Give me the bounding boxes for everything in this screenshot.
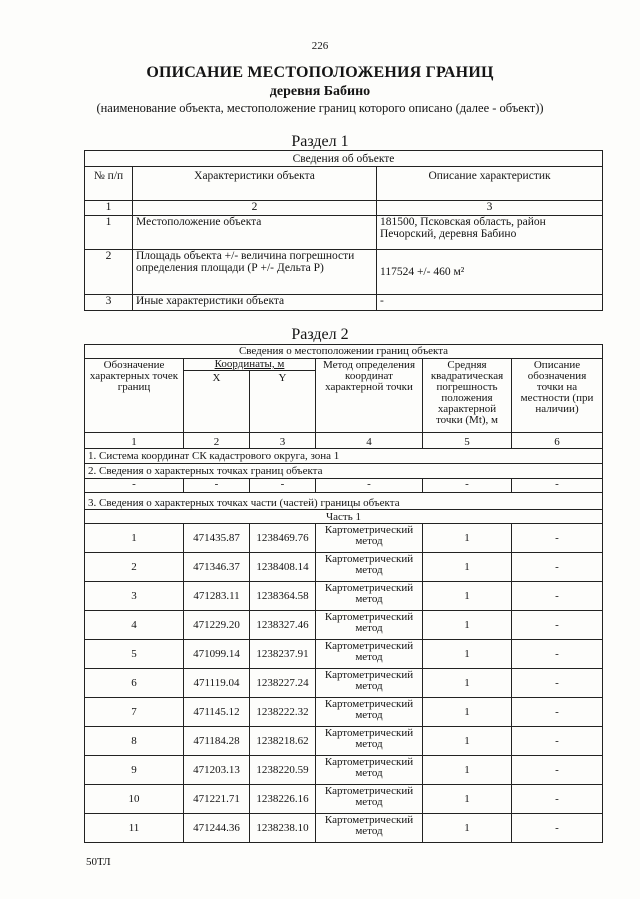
x-header: X [184,371,250,433]
object-points-caption: 2. Сведения о характерных точках границ объекта [85,464,603,479]
point-id: 9 [85,756,184,785]
coordinate-system: 1. Система координат СК кадастрового округа, зона 1 [85,449,603,464]
point-method: Картометрический метод [316,756,423,785]
designation-header: Обозначение характерных точек границ [85,359,184,433]
description-cell: - [377,295,603,311]
empty-cell: - [85,479,184,493]
point-mt: 1 [423,553,512,582]
table-row [85,785,603,814]
point-method: Картометрический метод [316,785,423,814]
point-x: 471244.36 [184,814,250,843]
point-method: Картометрический метод [316,640,423,669]
description-header: Описание характеристик [377,167,603,201]
point-id: 5 [85,640,184,669]
table-row [85,640,603,669]
point-x: 471145.12 [184,698,250,727]
point-y: 1238364.58 [250,582,316,611]
table-row [85,727,603,756]
row-number: 1 [85,216,133,250]
index-cell: 3 [250,433,316,449]
point-y: 1238327.46 [250,611,316,640]
point-y: 1238227.24 [250,669,316,698]
document-title: ОПИСАНИЕ МЕСТОПОЛОЖЕНИЯ ГРАНИЦ [146,64,494,81]
point-description: - [512,553,603,582]
page-number: 226 [311,40,329,52]
table-row [85,524,603,553]
table-row [85,814,603,843]
object-note: (наименование объекта, местоположение границ которого описано (далее - объект)) [96,101,544,115]
point-y: 1238218.62 [250,727,316,756]
point-y: 1238226.16 [250,785,316,814]
num-header: № п/п [85,167,133,201]
point-description: - [512,814,603,843]
point-mt: 1 [423,669,512,698]
index-cell: 2 [184,433,250,449]
section2-heading: Раздел 2 [291,326,349,343]
index-cell: 6 [512,433,603,449]
point-mt: 1 [423,524,512,553]
index-cell: 2 [133,201,377,216]
point-y: 1238237.91 [250,640,316,669]
index-cell: 1 [85,433,184,449]
characteristic-cell: Местоположение объекта [133,216,377,250]
point-y: 1238238.10 [250,814,316,843]
table-row [85,553,603,582]
point-id: 3 [85,582,184,611]
point-description: - [512,582,603,611]
point-mt: 1 [423,785,512,814]
point-method: Картометрический метод [316,611,423,640]
point-description: - [512,727,603,756]
point-method: Картометрический метод [316,814,423,843]
point-method: Картометрический метод [316,727,423,756]
point-id: 6 [85,669,184,698]
point-y: 1238220.59 [250,756,316,785]
point-x: 471099.14 [184,640,250,669]
point-x: 471221.71 [184,785,250,814]
point-y: 1238408.14 [250,553,316,582]
point-mt: 1 [423,727,512,756]
point-mt: 1 [423,611,512,640]
empty-cell: - [423,479,512,493]
table-row [85,582,603,611]
point-mt: 1 [423,756,512,785]
index-cell: 3 [377,201,603,216]
index-cell: 4 [316,433,423,449]
section1-heading: Раздел 1 [291,133,349,150]
boundary-caption: Сведения о местоположении границ объекта [85,345,603,359]
point-id: 11 [85,814,184,843]
point-id: 1 [85,524,184,553]
point-id: 10 [85,785,184,814]
coordinates-header: Координаты, м [184,359,316,371]
point-id: 2 [85,553,184,582]
point-description: - [512,611,603,640]
object-name: деревня Бабино [269,84,371,99]
object-info-caption: Сведения об объекте [85,151,603,167]
point-mt: 1 [423,698,512,727]
row-number: 2 [85,250,133,295]
table-row [85,698,603,727]
point-x: 471119.04 [184,669,250,698]
table-row [85,669,603,698]
point-method: Картометрический метод [316,524,423,553]
method-header: Метод определения координат характерной точки [316,359,423,433]
points-body [85,524,603,843]
point-description: - [512,524,603,553]
point-mt: 1 [423,582,512,611]
point-method: Картометрический метод [316,698,423,727]
point-method: Картометрический метод [316,669,423,698]
boundary-points-table [84,344,603,843]
point-y: 1238222.32 [250,698,316,727]
point-description: - [512,669,603,698]
y-header: Y [250,371,316,433]
footer-code: 50ТЛ [86,856,111,868]
part-label: Часть 1 [85,510,603,524]
table-row [85,611,603,640]
point-x: 471435.87 [184,524,250,553]
empty-cell: - [250,479,316,493]
empty-cell: - [512,479,603,493]
object-info-table [84,150,603,311]
point-method: Картометрический метод [316,553,423,582]
point-mt: 1 [423,640,512,669]
point-method: Картометрический метод [316,582,423,611]
point-description: - [512,785,603,814]
description-cell: 181500, Псковская область, район Печорский, деревня Бабино [377,216,603,250]
point-description: - [512,640,603,669]
point-y: 1238469.76 [250,524,316,553]
point-description: - [512,756,603,785]
point-description: - [512,698,603,727]
point-id: 4 [85,611,184,640]
table-row [85,756,603,785]
point-x: 471346.37 [184,553,250,582]
point-id: 7 [85,698,184,727]
point-id: 8 [85,727,184,756]
precision-header: Средняя квадратическая погрешность положения характерной точки (Mt), м [423,359,512,433]
point-x: 471283.11 [184,582,250,611]
part-points-caption: 3. Сведения о характерных точках части (частей) границы объекта [85,493,603,510]
point-x: 471203.13 [184,756,250,785]
characteristic-cell: Иные характеристики объекта [133,295,377,311]
point-description-header: Описание обозначения точки на местности (при наличии) [512,359,603,433]
characteristic-cell: Площадь объекта +/- величина погрешности определения площади (Р +/- Дельта Р) [133,250,377,295]
point-mt: 1 [423,814,512,843]
point-x: 471184.28 [184,727,250,756]
empty-cell: - [184,479,250,493]
index-cell: 1 [85,201,133,216]
row-number: 3 [85,295,133,311]
point-x: 471229.20 [184,611,250,640]
index-cell: 5 [423,433,512,449]
characteristics-header: Характеристики объекта [133,167,377,201]
description-cell: 117524 +/- 460 м² [377,250,603,295]
empty-cell: - [316,479,423,493]
